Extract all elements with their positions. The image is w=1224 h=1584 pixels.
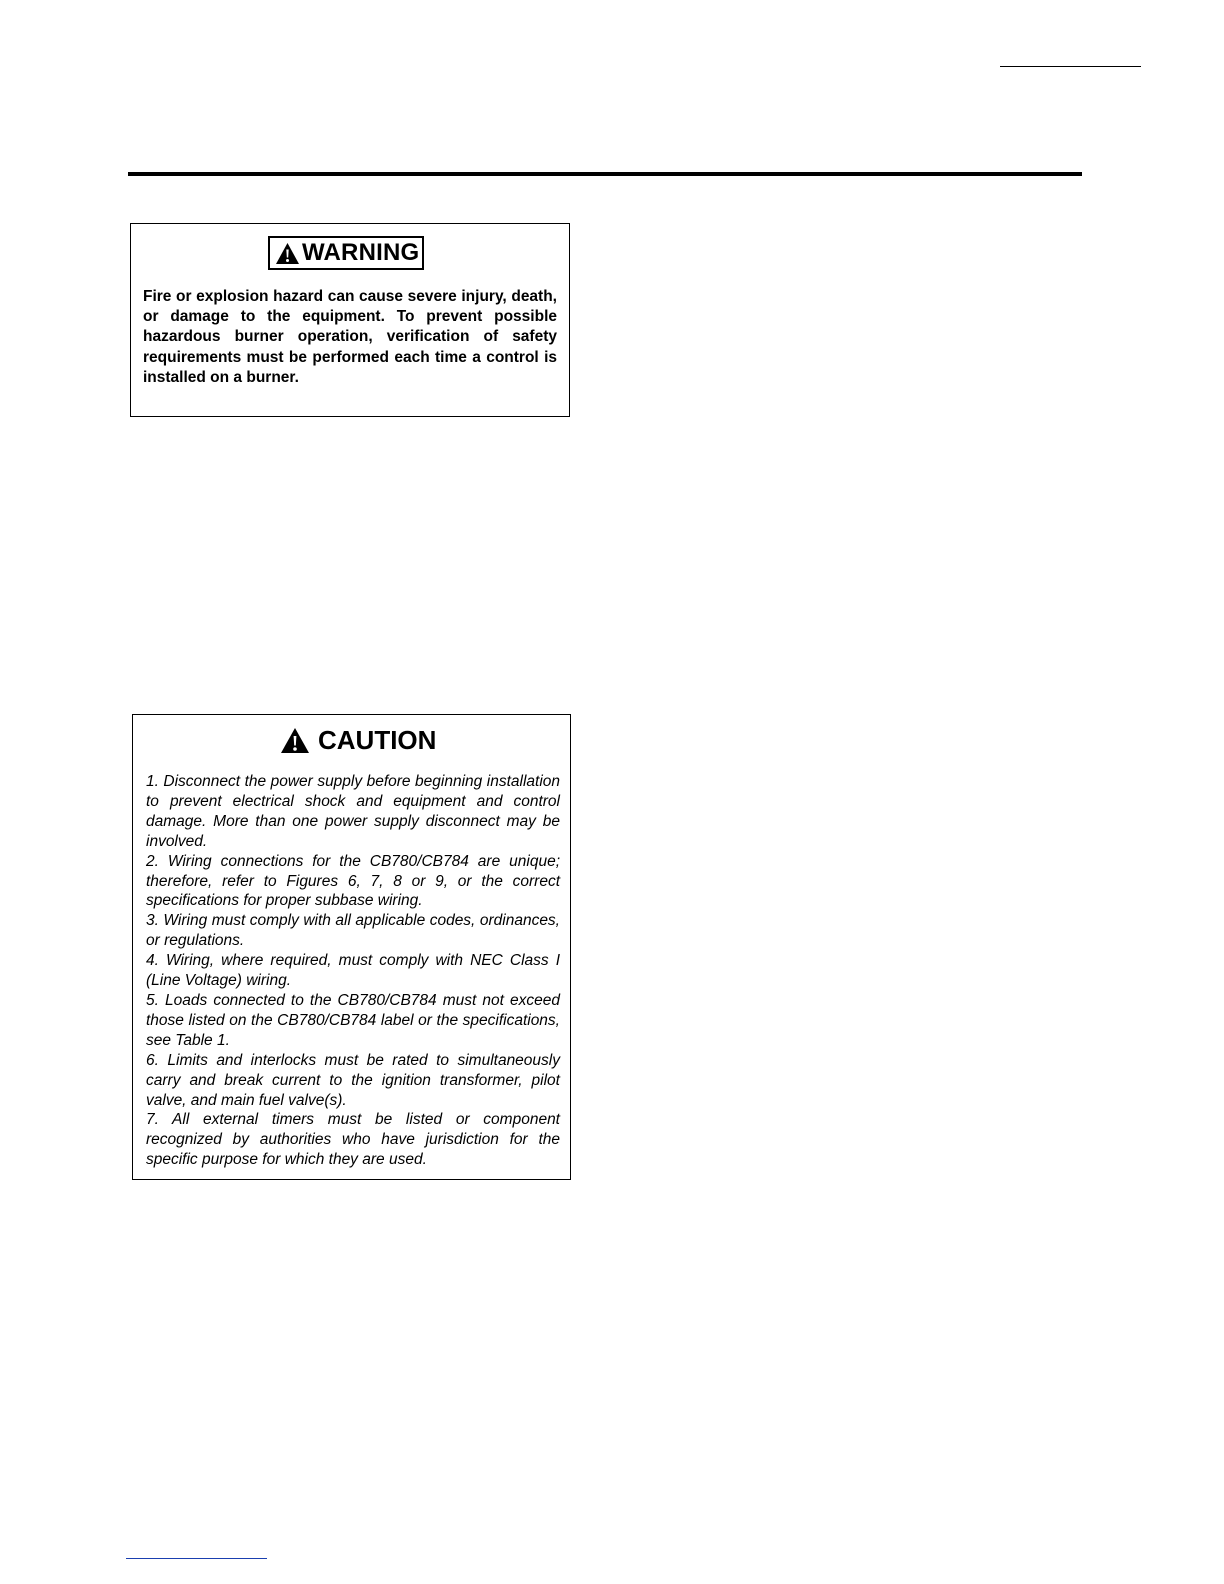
caution-title-text: CAUTION bbox=[318, 724, 437, 755]
caution-item-5: 5. Loads connected to the CB780/CB784 must not exceed those listed on the CB780/CB784 label or the specifications, see Table 1. bbox=[146, 991, 560, 1049]
caution-item-6: 6. Limits and interlocks must be rated to simultaneously carry and break current to the ignition transformer, pilot valve, and main fuel valve(s). bbox=[146, 1051, 560, 1109]
caution-list bbox=[146, 772, 560, 1170]
warning-triangle-icon bbox=[280, 727, 310, 754]
caution-item-4: 4. Wiring, where required, must comply with NEC Class I (Line Voltage) wiring. bbox=[146, 952, 560, 990]
warning-triangle-icon bbox=[275, 242, 300, 265]
caution-title bbox=[280, 722, 436, 758]
footer-rule bbox=[126, 1558, 267, 1559]
warning-message: Fire or explosion hazard can cause severe injury, death, or damage to the equipment. To prevent possible hazardous burner operation, verification of safety requirements must be performed each time a control is installed on a burner. bbox=[143, 288, 557, 386]
warning-title bbox=[268, 236, 424, 270]
caution-item-2: 2. Wiring connections for the CB780/CB784 are unique; therefore, refer to Figures 6, 7, 8 or 9, or the correct specifications for proper subbase wiring. bbox=[146, 852, 560, 910]
caution-item-7: 7. All external timers must be listed or component recognized by authorities who have jurisdiction for the specific purpose for which they are used. bbox=[146, 1111, 560, 1169]
warning-title-text: WARNING bbox=[302, 239, 420, 266]
header-section-rule bbox=[128, 172, 1082, 176]
caution-item-1: 1. Disconnect the power supply before beginning installation to prevent electrical shock and equipment and control damage. More than one power supply disconnect may be involved. bbox=[146, 773, 560, 850]
header-short-rule bbox=[1000, 66, 1141, 67]
caution-item-3: 3. Wiring must comply with all applicable codes, ordinances, or regulations. bbox=[146, 912, 560, 950]
